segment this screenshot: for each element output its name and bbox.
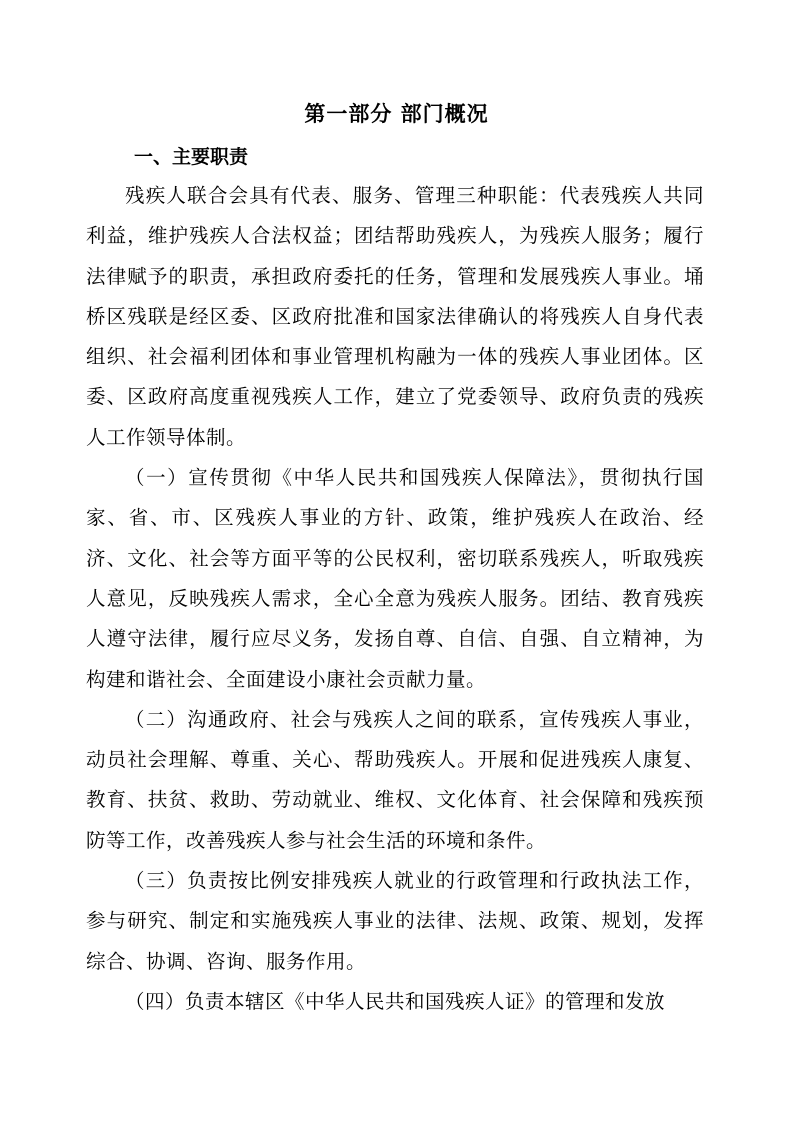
document-body (86, 176, 704, 1022)
paragraph-intro: 残疾人联合会具有代表、服务、管理三种职能：代表残疾人共同利益，维护残疾人合法权益；团结帮助残疾人，为残疾人服务；履行法律赋予的职责，承担政府委托的任务，管理和发展残疾人事业。埇桥区残联是经区委、区政府批准和国家法律确认的将残疾人自身代表组织、社会福利团体和事业管理机构融为一体的残疾人事业团体。区委、区政府高度重视残疾人工作，建立了党委领导、政府负责的残疾人工作领导体制。 (86, 184, 704, 449)
paragraph-duty-1: （一）宣传贯彻《中华人民共和国残疾人保障法》，贯彻执行国家、省、市、区残疾人事业的方针、政策，维护残疾人在政治、经济、文化、社会等方面平等的公民权利，密切联系残疾人，听取残疾人意见，反映残疾人需求，全心全意为残疾人服务。团结、教育残疾人遵守法律，履行应尽义务，发扬自尊、自信、自强、自立精神，为构建和谐社会、全面建设小康社会贡献力量。 (86, 466, 704, 691)
paragraph-duty-2: （二）沟通政府、社会与残疾人之间的联系，宣传残疾人事业，动员社会理解、尊重、关心、帮助残疾人。开展和促进残疾人康复、教育、扶贫、救助、劳动就业、维权、文化体育、社会保障和残疾预防等工作，改善残疾人参与社会生活的环境和条件。 (86, 707, 704, 852)
paragraph-duty-3: （三）负责按比例安排残疾人就业的行政管理和行政执法工作，参与研究、制定和实施残疾人事业的法律、法规、政策、规划，发挥综合、协调、咨询、服务作用。 (86, 869, 704, 973)
paragraph-duty-4: （四）负责本辖区《中华人民共和国残疾人证》的管理和发放 (125, 989, 666, 1013)
page-title: 第一部分 部门概况 (304, 101, 489, 126)
section-heading: 一、主要职责 (134, 146, 249, 168)
